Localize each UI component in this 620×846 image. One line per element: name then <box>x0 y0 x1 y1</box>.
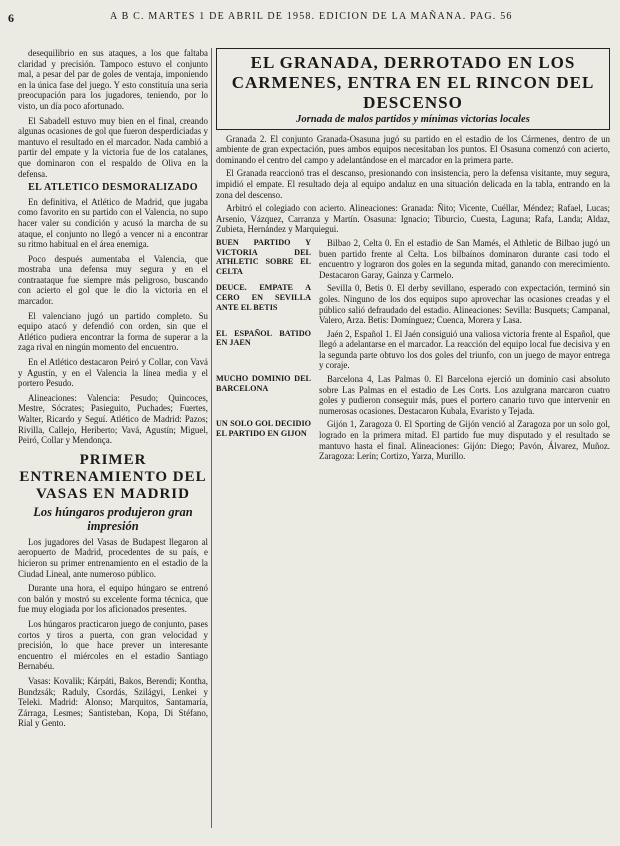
article-headline: PRIMER ENTRENAMIENTO DEL VASAS EN MADRID <box>19 451 207 502</box>
article-paragraph: Los húngaros practicaron juego de conjunto, pases cortos y tiros a puerta, con gran velocidad y precisión, lo que hace prever un interesante encuentro el miércoles en el estadio Santiago Bernabéu. <box>18 618 208 672</box>
right-column <box>216 48 610 828</box>
article-paragraph: Poco después aumentaba el Valencia, que mostraba una defensa muy segura y en el contraataque fue siempre más peligroso, buscando con acierto el gol que le dio la victoria en el marcador. <box>18 253 208 307</box>
match-report <box>216 374 610 416</box>
match-body: Bilbao 2, Celta 0. En el estadio de San Mamés, el Athletic de Bilbao jugó un buen partido frente al Celta. Los bilbaínos dominaron durante casi todo el encuentro y lograron dos goles en la segunda mitad, ganando con merecimiento. Destacaron Garay, Gainza y Carmelo. <box>319 237 610 280</box>
match-body: Gijón 1, Zaragoza 0. El Sporting de Gijón venció al Zaragoza por un solo gol, logrado en la primera mitad. El partido fue muy disputado y el resultado se mantuvo hasta el final. Alineaciones: Gijón: Diego; Pavón, Álvarez, Muñoz. Zaragoza: Lerín; Cortizo, Yarza, Murillo. <box>319 419 610 462</box>
article-paragraph: El valenciano jugó un partido completo. Su equipo atacó y defendió con orden, sin que el Atlético pudiera encontrar la forma de superar a la zaga rival en ningún momento del encuentro. <box>18 310 208 353</box>
section-heading: EL ATLETICO DESMORALIZADO <box>28 182 198 194</box>
match-report <box>216 238 610 280</box>
article-paragraph: En definitiva, el Atlético de Madrid, que jugaba como favorito en su partido con el Valencia, no supo hacer valer su condición y acusó la marcha de su ataque, el conjunto no llegó a vencer ni a encontrar su ritmo habitual en el área enemiga. <box>18 196 208 250</box>
match-body: Jaén 2, Español 1. El Jaén consiguió una valiosa victoria frente al Español, que llegó a adelantarse en el marcador. La reacción del equipo local fue decisiva y en la segunda parte obtuvo los dos goles del triunfo, con un juego de mayor entrega y coraje. <box>319 328 610 371</box>
article-paragraph: Los jugadores del Vasas de Budapest llegaron al aeropuerto de Madrid, procedentes de su país, e hicieron su primer entrenamiento en el estadio de la Ciudad Lineal, ante numeroso público. <box>18 536 208 579</box>
banner-box <box>216 48 610 130</box>
match-body: Barcelona 4, Las Palmas 0. El Barcelona ejerció un dominio casi absoluto sobre Las Palmas en el estadio de Les Corts. Los azulgrana marcaron cuatro goles y pudieron conseguir más, pues el portero canario tuvo que intervenir en numerosas ocasiones. Destacaron Kubala, Evaristo y Tejada. <box>319 374 610 416</box>
left-intro-paragraph: desequilibrio en sus ataques, a los que faltaba claridad y precisión. Tampoco estuvo el conjunto mal, a pesar del par de goles de ventaja, imponiendo en la única fase del juego. Y esto constituía una seria preocupación para los jugadores, teniendo, por lo visto, un día poco afortunado. <box>18 48 208 111</box>
article-paragraph: Granada 2. El conjunto Granada-Osasuna jugó su partido en el estadio de los Cármenes, dentro de un ambiente de gran expectación, pues ambos equipos necesitaban los puntos. El Osasuna comenzó con acierto, dominando el centro del campo y adelantándose en el marcador en la primera parte. <box>216 133 610 165</box>
match-headline: BUEN PARTIDO Y VICTORIA DEL ATHLETIC SOBRE EL CELTA <box>216 237 311 276</box>
masthead-line: A B C. MARTES 1 DE ABRIL DE 1958. EDICION DE LA MAÑANA. PAG. 56 <box>110 11 513 22</box>
article-subheadline: Los húngaros produjeron gran impresión <box>33 504 193 533</box>
page-number: 6 <box>8 11 14 25</box>
article-paragraph: Durante una hora, el equipo húngaro se entrenó con balón y mostró su excelente forma técnica, que fue muy elogiada por los aficionados presentes. <box>18 583 208 615</box>
match-headline: EL ESPAÑOL BATIDO EN JAEN <box>216 328 311 348</box>
article-paragraph: En el Atlético destacaron Peiró y Collar, con Vavá y Agustín, y en el Valencia la línea media y el portero Pesudo. <box>18 357 208 389</box>
banner-subheadline: Jornada de malos partidos y mínimas victorias locales <box>296 114 530 125</box>
match-report <box>216 419 610 461</box>
left-column <box>18 48 208 828</box>
match-headline: UN SOLO GOL DECIDIO EL PARTIDO EN GIJON <box>216 419 311 439</box>
article-paragraph: Arbitró el colegiado con acierto. Alineaciones: Granada: Ñito; Vicente, Cuéllar, Méndez; Rafael, Lucas; Arsenio, Vázquez, Carranza y Martín. Osasuna: Ignacio; Tiburcio, Cuesta, Laguna; Rafa, Landa; Aldaz, Zubieta, Hernández y Marquiegui. <box>216 203 610 235</box>
banner-headline: EL GRANADA, DERROTADO EN LOS CARMENES, ENTRA EN EL RINCON DEL DESCENSO <box>231 53 595 112</box>
column-divider <box>211 48 212 828</box>
article-paragraph: El Granada reaccionó tras el descanso, presionando con insistencia, pero la defensa visitante, muy segura, impidió el empate. El resultado deja al equipo andaluz en una situación delicada en la tabla, entrando en la zona del descenso. <box>216 168 610 200</box>
lineup-paragraph: Alineaciones: Valencia: Pesudo; Quincoces, Mestre, Sócrates; Pasieguito, Puchades; Fuertes, Walter, Ricardo y Seguí. Atlético de Madrid: Pazos; Rivilla, Callejo, Heriberto; Vavá, Agustín; Miguel, Peiró, Collar y Mendonça. <box>18 392 208 446</box>
match-body: Sevilla 0, Betis 0. El derby sevillano, esperado con expectación, terminó sin goles. Ninguno de los dos equipos supo aprovechar las ocasiones creadas y el público salió defraudado del estadio. Alineaciones: Sevilla: Busquets; Campanal, Valero, Arza. Betis: Domínguez; Cuenca, Morera y Lasa. <box>319 283 610 326</box>
masthead <box>0 5 620 45</box>
match-report <box>216 283 610 325</box>
match-report <box>216 329 610 371</box>
lineup-paragraph: Vasas: Kovalik; Kárpáti, Bakos, Berendi; Kontha, Bundzsák; Raduly, Csordás, Szilágyi, Lenkei y Teleki. Madrid: Alonso; Marquitos, Santamaría, Zárraga, Lesmes; Santisteban, Kopa, Di Stéfano, Rial y Gento. <box>18 675 208 729</box>
match-headline: DEUCE. EMPATE A CERO EN SEVILLA ANTE EL BETIS <box>216 283 311 312</box>
left-intro-paragraph: El Sabadell estuvo muy bien en el final, creando algunas ocasiones de gol que fueron desperdiciadas y mantuvo el resultado en el marcador. Nada cambió a partir del empate y la victoria fue de los catalanes, que dominaron con el respaldo de Oliva en la defensa. <box>18 115 208 179</box>
match-headline: MUCHO DOMINIO DEL BARCELONA <box>216 374 311 393</box>
